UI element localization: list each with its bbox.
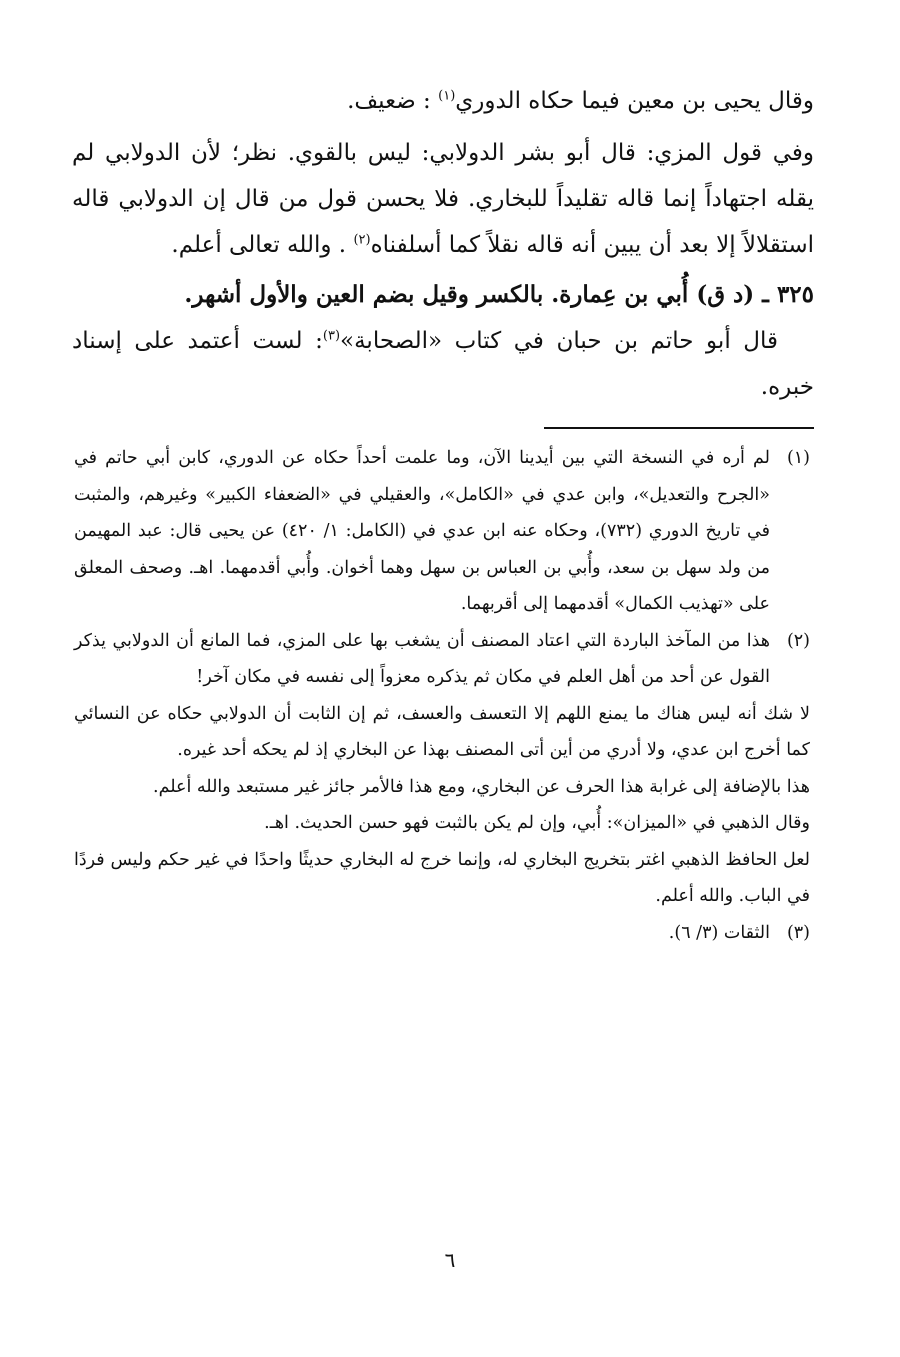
main-line-1-text: وقال يحيى بن معين فيما حكاه الدوري xyxy=(455,88,814,114)
footnote-1-number: (١) xyxy=(786,448,810,468)
main-paragraph-3-tail: : لست أعتمد على إسناد خبره. xyxy=(72,328,814,400)
main-paragraph-3-text: قال أبو حاتم بن حبان في كتاب «الصحابة» xyxy=(340,328,778,354)
footnote-2-paragraph-5: لعل الحافظ الذهبي اغتر بتخريج البخاري له، وإنما خرج له البخاري حديثًا واحدًا في غير حكم وليس فردًا في الباب. والله أعلم. xyxy=(74,849,810,906)
footnote-2-number: (٢) xyxy=(786,630,810,651)
footnote-1-text: لم أره في النسخة التي بين أيدينا الآن، وما علمت أحداً حكاه عن الدوري، كابن أبي حاتم في «الجرح والتعديل»، وابن عدي في «الكامل»، والعقيلي في «الضعفاء الكبير» وغيرهم، والمثبت في تاريخ الدوري (٧٣٢)، وحكاه عنه ابن عدي في (الكامل: ١/ ٤٢٠) عن يحيى قال: عبد المهيمن من ولد سهل بن سعد، وأُبي بن العباس بن سهل وهما أخوان. وأُبي أقدمهما. اهـ. وصحف المعلق على «تهذيب الكمال» أقدمهما إلى أقربهما. xyxy=(74,448,770,614)
footnote-2-text: هذا من المآخذ الباردة التي اعتاد المصنف أن يشغب بها على المزي، فما المانع أن الدولابي يذكر القول عن أحد من أهل العلم في مكان ثم يذكره معزواً إلى نفسه في مكان آخر! xyxy=(74,630,770,687)
main-line-1 xyxy=(72,78,814,124)
footnote-mark-1: (١) xyxy=(438,88,456,104)
main-line-1-tail: : ضعيف. xyxy=(347,88,439,114)
main-text xyxy=(72,78,814,410)
footnotes xyxy=(74,440,810,951)
footnote-mark-3: (٣) xyxy=(322,328,341,344)
footnote-3-text: الثقات (٣/ ٦). xyxy=(668,922,770,943)
footnote-mark-2: (٢) xyxy=(353,232,371,248)
footnote-2 xyxy=(74,623,810,696)
footnote-separator xyxy=(544,427,814,429)
footnote-2-paragraph-2: لا شك أنه ليس هناك ما يمنع اللهم إلا التعسف والعسف، ثم إن الثابت أن الدولابي حكاه عن النسائي كما أخرج ابن عدي، ولا أدري من أين أتى المصنف بهذا عن البخاري إذ لم يحكه أحد غيره. xyxy=(74,703,810,760)
main-paragraph-2 xyxy=(72,130,814,268)
footnote-2-paragraph-4: وقال الذهبي في «الميزان»: أُبي، وإن لم يكن بالثبت فهو حسن الحديث. اهـ. xyxy=(264,813,810,833)
footnote-1 xyxy=(74,440,810,623)
page-number: ٦ xyxy=(444,1248,456,1272)
main-paragraph-2-tail: . والله تعالى أعلم. xyxy=(171,232,354,258)
footnote-3-number: (٣) xyxy=(786,922,810,943)
main-paragraph-2-text: وفي قول المزي: قال أبو بشر الدولابي: ليس بالقوي. نظر؛ لأن الدولابي لم يقله اجتهاداً إنما قاله تقليداً للبخاري. فلا يحسن قول من قال إن الدولابي قاله استقلالاً إلا بعد أن يبين أنه قاله نقلاً كما أسلفناه xyxy=(72,140,814,258)
entry-heading: ٣٢٥ ـ (د ق) أُبي بن عِمارة. بالكسر وقيل بضم العين والأول أشهر. xyxy=(184,281,814,308)
main-paragraph-3 xyxy=(72,318,814,410)
footnote-3 xyxy=(74,915,810,952)
footnote-2-paragraph-3: هذا بالإضافة إلى غرابة هذا الحرف عن البخاري، ومع هذا فالأمر جائز غير مستبعد والله أعلم. xyxy=(153,776,810,797)
